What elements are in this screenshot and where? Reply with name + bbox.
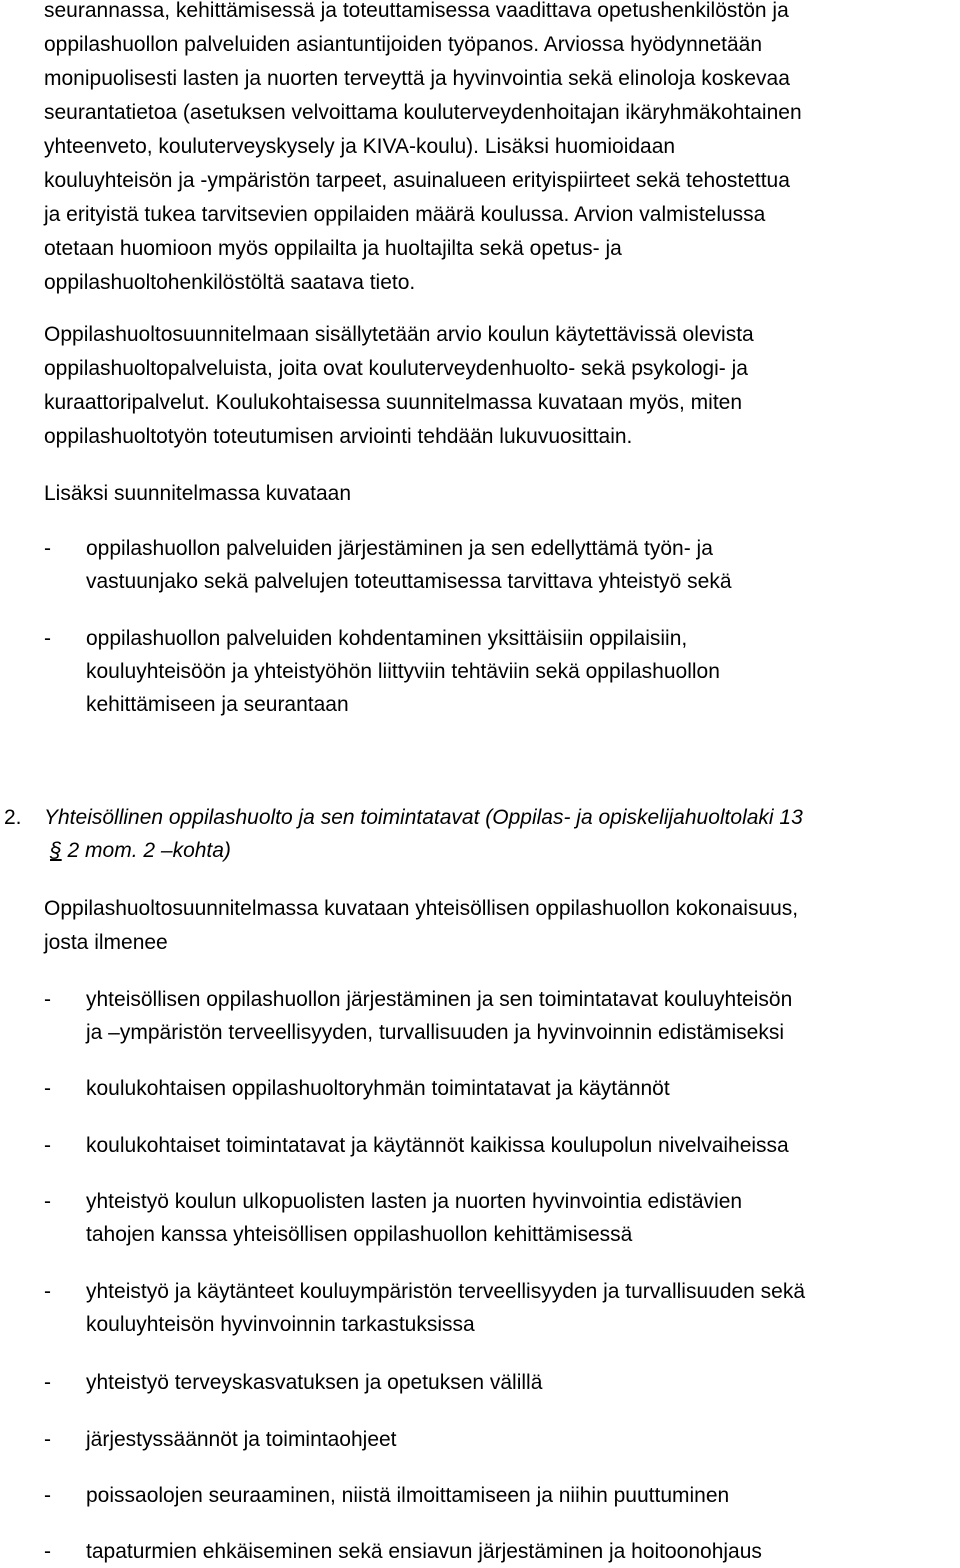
section-title: Yhteisöllinen oppilashuolto ja sen toimintatavat (Oppilas- ja opiskelijahuoltolaki 13 § 2 mom. 2 –kohta) [44, 806, 803, 862]
list-dash: - [44, 1190, 51, 1213]
text-line: kouluyhteisön ja -ympäristön tarpeet, asuinalueen erityispiirteet sekä tehostettua [44, 169, 790, 192]
text-line: oppilashuollon palveluiden asiantuntijoiden työpanos. Arviossa hyödynnetään [44, 33, 763, 56]
list-dash: - [44, 1540, 51, 1563]
list-item-text: yhteisöllisen oppilashuollon järjestäminen ja sen toimintatavat kouluyhteisön ja –ympäristön terveellisyyden, turvallisuuden ja hyvinvoinnin edistämiseksi [86, 988, 793, 1044]
text-line: ja erityistä tukea tarvitsevien oppilaiden määrä koulussa. Arvion valmistelussa [44, 203, 766, 226]
text-line: oppilashuoltotyön toteutumisen arviointi tehdään lukuvuosittain. [44, 425, 633, 448]
text-line: yhteenveto, kouluterveyskysely ja KIVA-koulu). Lisäksi huomioidaan [44, 135, 676, 158]
list-item-text: oppilashuollon palveluiden järjestäminen ja sen edellyttämä työn- ja vastuunjako sekä palvelujen toteuttamisessa tarvittava yhteistyö sekä [86, 537, 732, 593]
list-dash: - [44, 1428, 51, 1451]
text-line: Oppilashuoltosuunnitelmaan sisällytetään arvio koulun käytettävissä olevista [44, 323, 754, 346]
list-dash: - [44, 1484, 51, 1507]
text-line: oppilashuoltohenkilöstöltä saatava tieto. [44, 271, 416, 294]
list-item-text: yhteistyö terveyskasvatuksen ja opetuksen välillä [86, 1371, 543, 1394]
list-dash: - [44, 1077, 51, 1100]
text-line: Oppilashuoltosuunnitelmassa kuvataan yhteisöllisen oppilashuollon kokonaisuus, [44, 897, 799, 920]
text-line: monipuolisesti lasten ja nuorten terveyttä ja hyvinvointia sekä elinoloja koskevaa [44, 67, 790, 90]
list-dash: - [44, 537, 51, 560]
text-line: kuraattoripalvelut. Koulukohtaisessa suunnitelmassa kuvataan myös, miten [44, 391, 743, 414]
text-line: oppilashuoltopalveluista, joita ovat kouluterveydenhuolto- sekä psykologi- ja [44, 357, 748, 380]
list-dash: - [44, 1280, 51, 1303]
additional-intro: Lisäksi suunnitelmassa kuvataan [44, 482, 352, 505]
list-item-text: yhteistyö ja käytänteet kouluympäristön terveellisyyden ja turvallisuuden sekä kouluyhteisön hyvinvoinnin tarkastuksissa [86, 1280, 806, 1336]
intro-paragraph [44, 0, 956, 300]
list-dash: - [44, 1134, 51, 1157]
list-item-text: koulukohtaisen oppilashuoltoryhmän toimintatavat ja käytännöt [86, 1077, 670, 1100]
services-paragraph [44, 318, 956, 454]
text-line: seurantatietoa (asetuksen velvoittama kouluterveydenhoitajan ikäryhmäkohtainen [44, 101, 802, 124]
list-item-text: järjestyssäännöt ja toimintaohjeet [86, 1428, 397, 1451]
section-number: 2. [4, 806, 22, 829]
list-item-text: tapaturmien ehkäiseminen sekä ensiavun järjestäminen ja hoitoonohjaus [86, 1540, 762, 1563]
list-dash: - [44, 988, 51, 1011]
list-item-text: koulukohtaiset toimintatavat ja käytännöt kaikissa koulupolun nivelvaiheissa [86, 1134, 789, 1157]
text-line: otetaan huomioon myös oppilailta ja huoltajilta sekä opetus- ja [44, 237, 622, 260]
list-dash: - [44, 627, 51, 650]
section-sign: § [50, 839, 62, 862]
list-item-text: oppilashuollon palveluiden kohdentaminen yksittäisiin oppilaisiin, kouluyhteisöön ja yhteistyöhön liittyviin tehtäviin sekä oppilashuollon kehittämiseen ja seurantaan [86, 627, 720, 716]
text-line: josta ilmenee [44, 931, 168, 954]
text-line: seurannassa, kehittämisessä ja toteuttamisessa vaadittava opetushenkilöstön ja [44, 0, 789, 22]
list-item-text: yhteistyö koulun ulkopuolisten lasten ja nuorten hyvinvointia edistävien tahojen kanssa yhteisöllisen oppilashuollon kehittämisessä [86, 1190, 743, 1246]
list-dash: - [44, 1371, 51, 1394]
section2-paragraph [44, 892, 956, 960]
list-item-text: poissaolojen seuraaminen, niistä ilmoittamiseen ja niihin puuttuminen [86, 1484, 730, 1507]
